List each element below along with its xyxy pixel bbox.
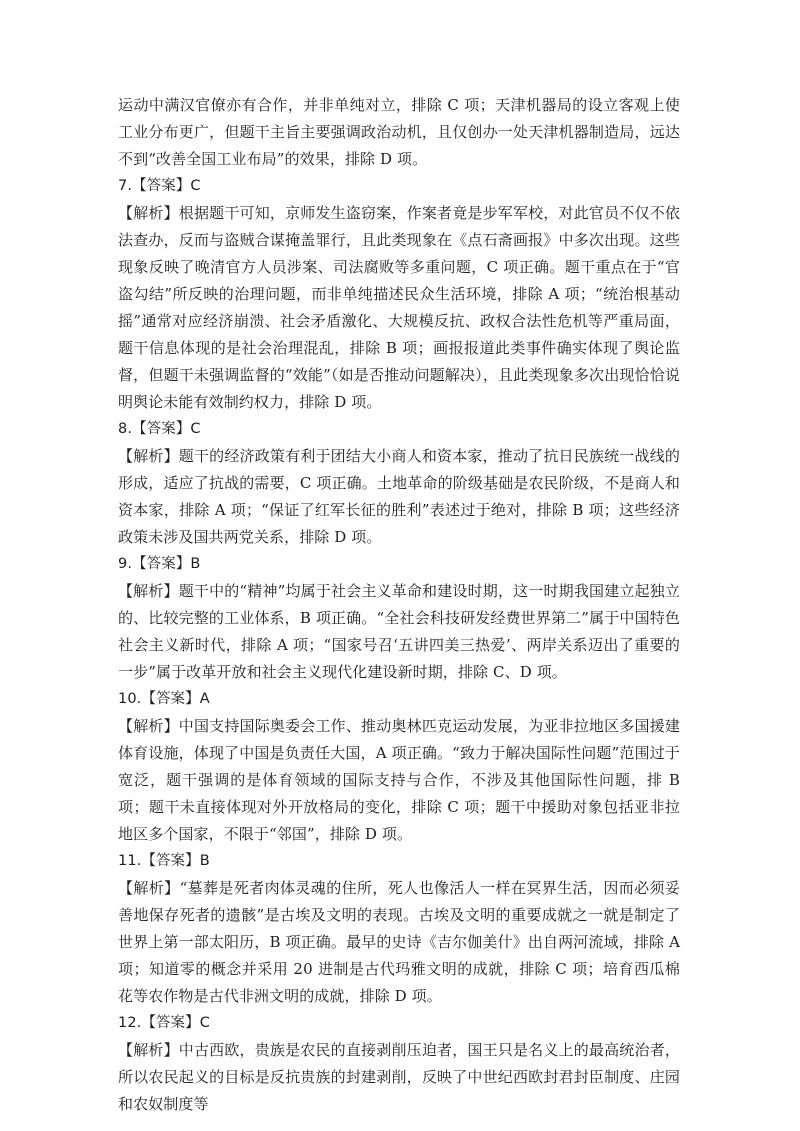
paragraph-continuation: 运动中满汉官僚亦有合作，并非单纯对立，排除 C 项；天津机器局的设立客观上使工业分布更广，但题干主旨主要强调政治动机，且仅创办一处天津机器制造局，远达不到“改善全国工业布局”的效果，排除 D 项。 (118, 96, 680, 168)
answer-heading-8: 8.【答案】C (118, 421, 201, 437)
document-content (118, 92, 680, 1118)
answer-heading-11: 11.【答案】B (118, 853, 210, 869)
answer-heading-7: 7.【答案】C (118, 178, 201, 194)
answer-heading-9: 9.【答案】B (118, 556, 201, 572)
analysis-11: 【解析】“墓葬是死者肉体灵魂的住所，死人也像活人一样在冥界生活，因而必须妥善地保存死者的遗骸”是古埃及文明的表现。古埃及文明的重要成就之一就是制定了世界上第一部太阳历，B 项正确。最早的史诗《吉尔伽美什》出自两河流域，排除 A 项；知道零的概念并采用 20 进制是古代玛雅文明的成就，排除 C 项；培育西瓜棉花等农作物是古代非洲文明的成就，排除 D 项。 (118, 879, 680, 1005)
analysis-12: 【解析】中古西欧，贵族是农民的直接剥削压迫者，国王只是名义上的最高统治者，所以农民起义的目标是反抗贵族的封建剥削，反映了中世纪西欧封君封臣制度、庄园和农奴制度等 (118, 1041, 680, 1113)
analysis-8: 【解析】题干的经济政策有利于团结大小商人和资本家，推动了抗日民族统一战线的形成，适应了抗战的需要，C 项正确。土地革命的阶级基础是农民阶级，不是商人和资本家，排除 A 项；“保证了红军长征的胜利”表述过于绝对，排除 B 项；这些经济政策未涉及国共两党关系，排除 D 项。 (118, 447, 680, 546)
analysis-7: 【解析】根据题干可知，京师发生盗窃案，作案者竟是步军军校，对此官员不仅不依法查办，反而与盗贼合谋掩盖罪行，且此类现象在《点石斋画报》中多次出现。这些现象反映了晚清官方人员涉案、司法腐败等多重问题，C 项正确。题干重点在于“官盗勾结”所反映的治理问题，而非单纯描述民众生活环境，排除 A 项；“统治根基动摇”通常对应经济崩溃、社会矛盾激化、大规模反抗、政权合法性危机等严重局面，题干信息体现的是社会治理混乱，排除 B 项；画报报道此类事件确实体现了舆论监督，但题干未强调监督的“效能”（如是否推动问题解决），且此类现象多次出现恰恰说明舆论未能有效制约权力，排除 D 项。 (118, 204, 680, 411)
answer-heading-12: 12.【答案】C (118, 1015, 210, 1031)
answer-heading-10: 10.【答案】A (118, 691, 210, 707)
analysis-9: 【解析】题干中的“精神”均属于社会主义革命和建设时期，这一时期我国建立起独立的、比较完整的工业体系，B 项正确。“全社会科技研发经费世界第二”属于中国特色社会主义新时代，排除 A 项；“国家号召‘五讲四美三热爱’、两岸关系迈出了重要的一步”属于改革开放和社会主义现代化建设新时期，排除 C、D 项。 (118, 582, 680, 681)
analysis-10: 【解析】中国支持国际奥委会工作、推动奥林匹克运动发展，为亚非拉地区多国援建体育设施，体现了中国是负责任大国，A 项正确。“致力于解决国际性问题”范围过于宽泛，题干强调的是体育领域的国际支持与合作，不涉及其他国际性问题，排 B 项；题干未直接体现对外开放格局的变化，排除 C 项；题干中援助对象包括亚非拉地区多个国家，不限于“邻国”，排除 D 项。 (118, 717, 680, 843)
